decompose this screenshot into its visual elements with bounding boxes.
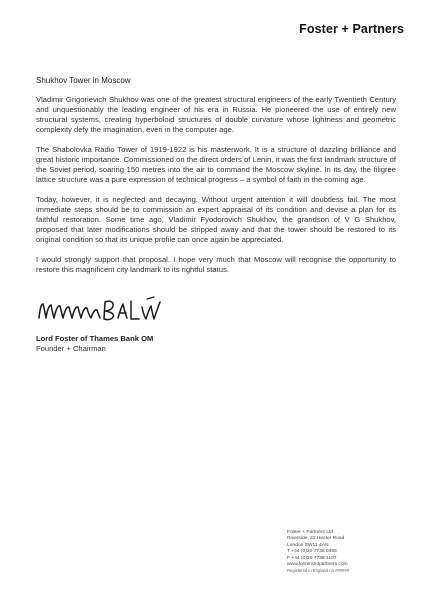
paragraph-1: Vladimir Grigorievich Shukhov was one of the greatest structural engineers of the early Twentieth Century and unquestionably the leading engineer of his era in Russia. He pioneered the use of entirely new structural systems, creating hyperboloid structures of double curvature whose lightness and geometric complexity defy the imagination, even in the computer age. [36, 95, 396, 134]
company-address-footer [287, 530, 417, 575]
company-logo: Foster + Partners [299, 22, 404, 36]
signer-title: Founder + Chairman [36, 344, 106, 353]
footer-line: F +44 (0)20 7738 1107 [287, 555, 337, 561]
footer-line: T +44 (0)20 7738 0455 [287, 549, 337, 555]
paragraph-3: Today, however, it is neglected and decaying. Without urgent attention it will doubtless fail. The most immediate steps should be to commission an expert appraisal of its condition and devise a plan for its faithful restoration. Some time ago, Vladimir Fyodorovich Shukhov, the grandson of V G Shukhov, proposed that later modifications should be stripped away and that the tower should be restored to its original condition so that its unique profile can once again be appreciated. [36, 195, 396, 244]
handwritten-signature [36, 293, 186, 329]
footer-line: www.fosterandpartners.com [287, 562, 348, 568]
letter-subject: Shukhov Tower in Moscow [36, 76, 131, 85]
footer-line: Riverside, 22 Hester Road [287, 536, 345, 542]
footer-registration: Registered in England no.###### [287, 568, 350, 574]
footer-line: Foster + Partners Ltd [287, 530, 334, 535]
paragraph-2: The Shabolovka Radio Tower of 1919-1922 is his masterwork. It is a structure of dazzling brilliance and great historic importance. Commissioned on the direct orders of Lenin, it was the first landmark structure of the Soviet period, soaring 150 metres into the air to command the Moscow skyline. In its day, the filigree lattice structure was a pure expression of technical progress – a symbol of faith in the coming age. [36, 145, 396, 184]
letter-body [36, 76, 396, 354]
signer-name: Lord Foster of Thames Bank OM [36, 334, 154, 343]
paragraph-4: I would strongly support that proposal. I hope very much that Moscow will recognise the opportunity to restore this magnificent city landmark to its rightful status. [36, 255, 396, 274]
footer-line: London SW11 4AN [287, 542, 329, 548]
